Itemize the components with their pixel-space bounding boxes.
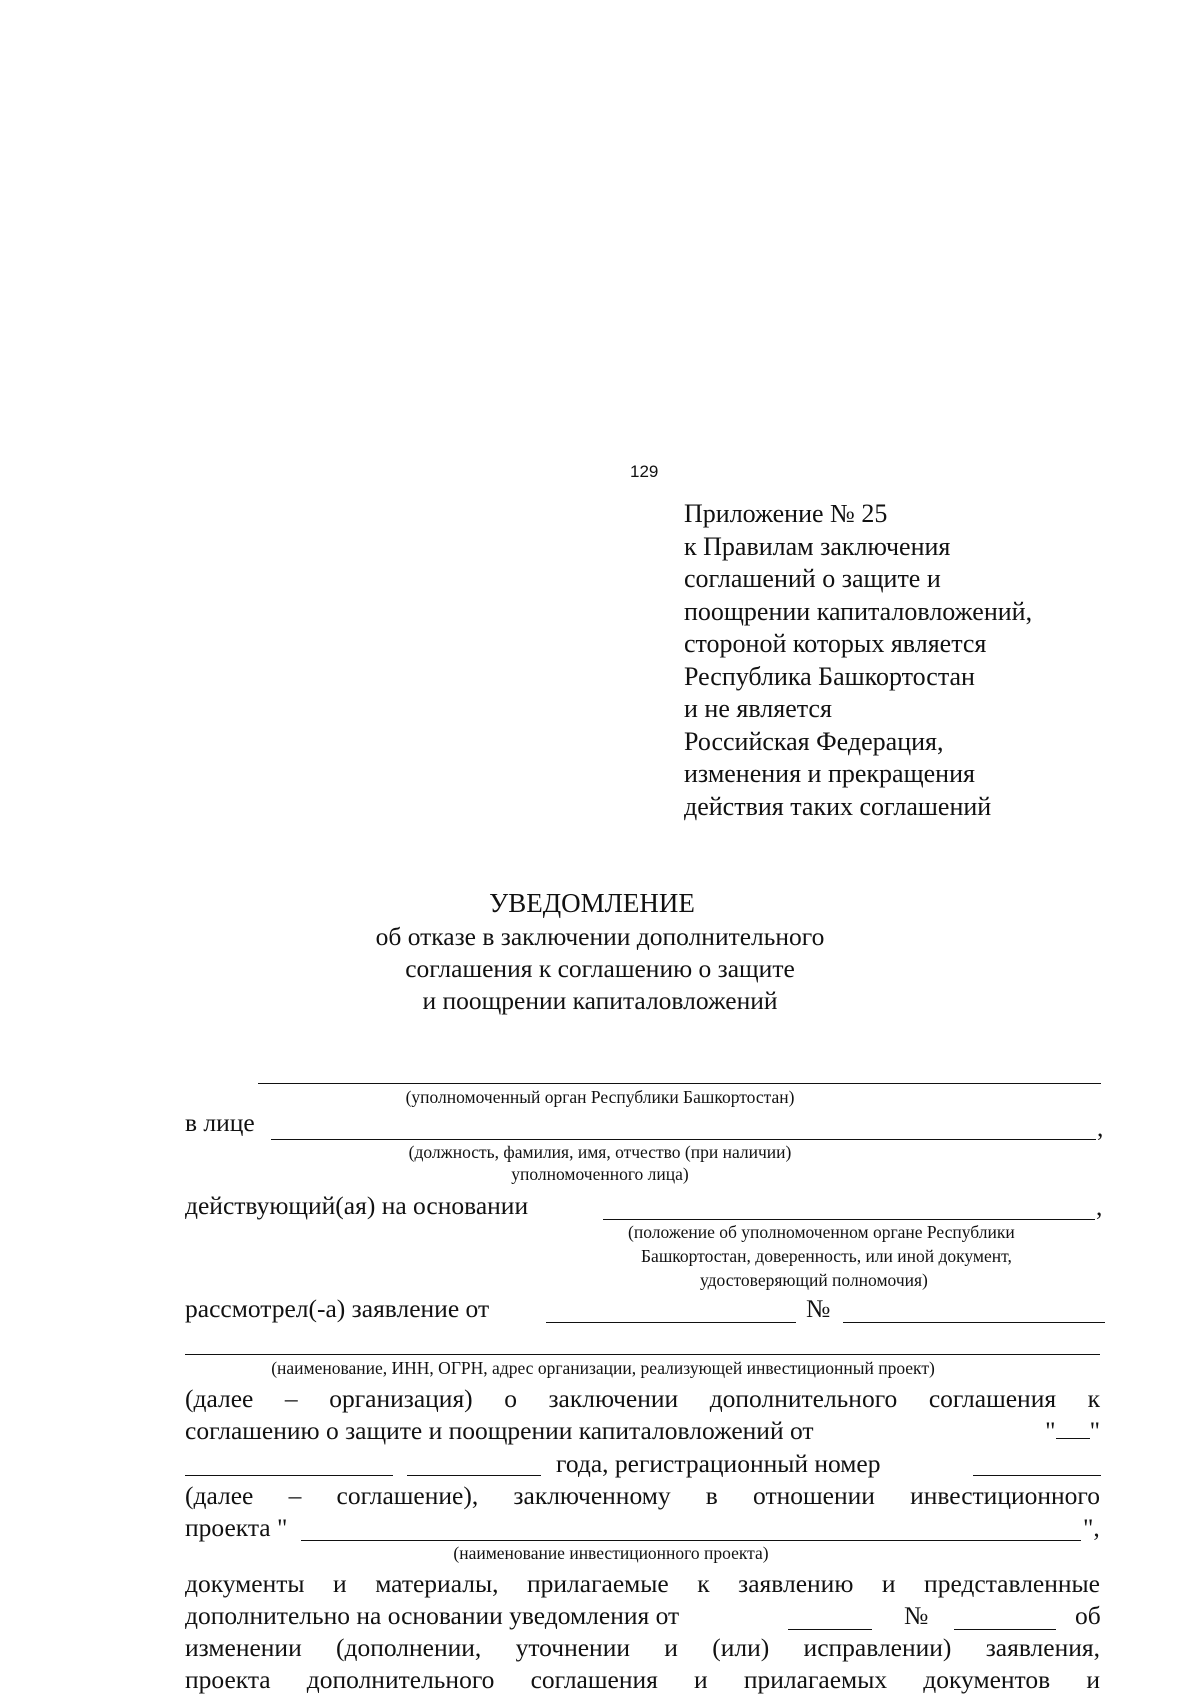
notice-number-fill-line[interactable]	[954, 1629, 1056, 1630]
page-number: 129	[630, 462, 659, 481]
project-name-fill-line[interactable]	[301, 1540, 1081, 1541]
paragraph-text: об	[1075, 1601, 1101, 1630]
paragraph-line: документы и материалы, прилагаемые к заявлению и представленные	[185, 1569, 1100, 1598]
number-sign: №	[904, 1601, 929, 1630]
paragraph-line: (далее – организация) о заключении дополнительного соглашения к	[185, 1384, 1100, 1413]
appendix-line: к Правилам заключения	[684, 531, 951, 561]
comma: ,	[1097, 1113, 1104, 1142]
notice-date-fill-line[interactable]	[788, 1629, 872, 1630]
document-subtitle-line: и поощрении капиталовложений	[422, 986, 778, 1015]
appendix-line: Российская Федерация,	[684, 726, 944, 756]
application-number-fill-line[interactable]	[843, 1322, 1105, 1323]
document-subtitle-line: об отказе в заключении дополнительного	[375, 922, 825, 951]
person-fill-line[interactable]	[271, 1139, 1096, 1140]
acting-label: действующий(ая) на основании	[185, 1191, 529, 1220]
paragraph-line: изменении (дополнении, уточнении и (или) исправлении) заявления,	[185, 1633, 1100, 1662]
project-label: проекта "	[185, 1513, 288, 1542]
paragraph-line: проекта дополнительного соглашения и прилагаемых документов и	[185, 1665, 1100, 1694]
in-person-label: в лице	[185, 1108, 255, 1137]
appendix-line: Приложение № 25	[684, 499, 888, 528]
year-fill-line[interactable]	[407, 1475, 541, 1476]
paragraph-text: дополнительно на основании уведомления от	[185, 1601, 680, 1630]
appendix-line: поощрении капиталовложений,	[684, 596, 1033, 626]
month-fill-line[interactable]	[185, 1475, 393, 1476]
reviewed-label: рассмотрел(-а) заявление от	[185, 1294, 490, 1323]
appendix-line: изменения и прекращения	[684, 759, 975, 788]
comma: ,	[1096, 1192, 1103, 1221]
quoted-day-field: " "	[1045, 1416, 1100, 1445]
paragraph-line: (далее – соглашение), заключенному в отношении инвестиционного	[185, 1481, 1100, 1510]
document-title: УВЕДОМЛЕНИЕ	[489, 888, 695, 918]
appendix-line: Республика Башкортостан	[684, 661, 975, 691]
caption-person-2: уполномоченного лица)	[511, 1164, 689, 1184]
caption-basis-1: (положение об уполномоченном органе Республики	[628, 1222, 1015, 1242]
appendix-line: стороной которых является	[684, 629, 987, 658]
caption-project: (наименование инвестиционного проекта)	[453, 1543, 769, 1563]
caption-basis-2: Башкортостан, доверенность, или иной документ,	[641, 1246, 1012, 1266]
caption-basis-3: удостоверяющий полномочия)	[700, 1270, 928, 1290]
paragraph-text: соглашению о защите и поощрении капиталовложений от	[185, 1416, 814, 1445]
caption-organization: (наименование, ИНН, ОГРН, адрес организации, реализующей инвестиционный проект)	[271, 1358, 935, 1378]
basis-fill-line[interactable]	[603, 1219, 1095, 1220]
application-date-fill-line[interactable]	[546, 1322, 796, 1323]
organization-fill-line[interactable]	[185, 1354, 1100, 1355]
appendix-line: и не является	[684, 694, 832, 723]
appendix-header	[684, 498, 1032, 823]
authority-fill-line[interactable]	[258, 1083, 1101, 1084]
caption-authority: (уполномоченный орган Республики Башкортостан)	[405, 1087, 795, 1107]
number-sign: №	[806, 1294, 831, 1323]
paragraph-text: года, регистрационный номер	[556, 1449, 881, 1478]
registration-number-fill-line[interactable]	[973, 1475, 1101, 1476]
appendix-line: действия таких соглашений	[684, 791, 992, 821]
day-fill-line[interactable]	[1056, 1418, 1090, 1439]
document-subtitle-line: соглашения к соглашению о защите	[405, 954, 795, 983]
paragraph-line-agreement-date	[185, 1416, 1100, 1446]
appendix-line: соглашений о защите и	[684, 564, 941, 593]
caption-person-1: (должность, фамилия, имя, отчество (при наличии)	[408, 1142, 792, 1162]
project-end: ",	[1083, 1513, 1100, 1542]
